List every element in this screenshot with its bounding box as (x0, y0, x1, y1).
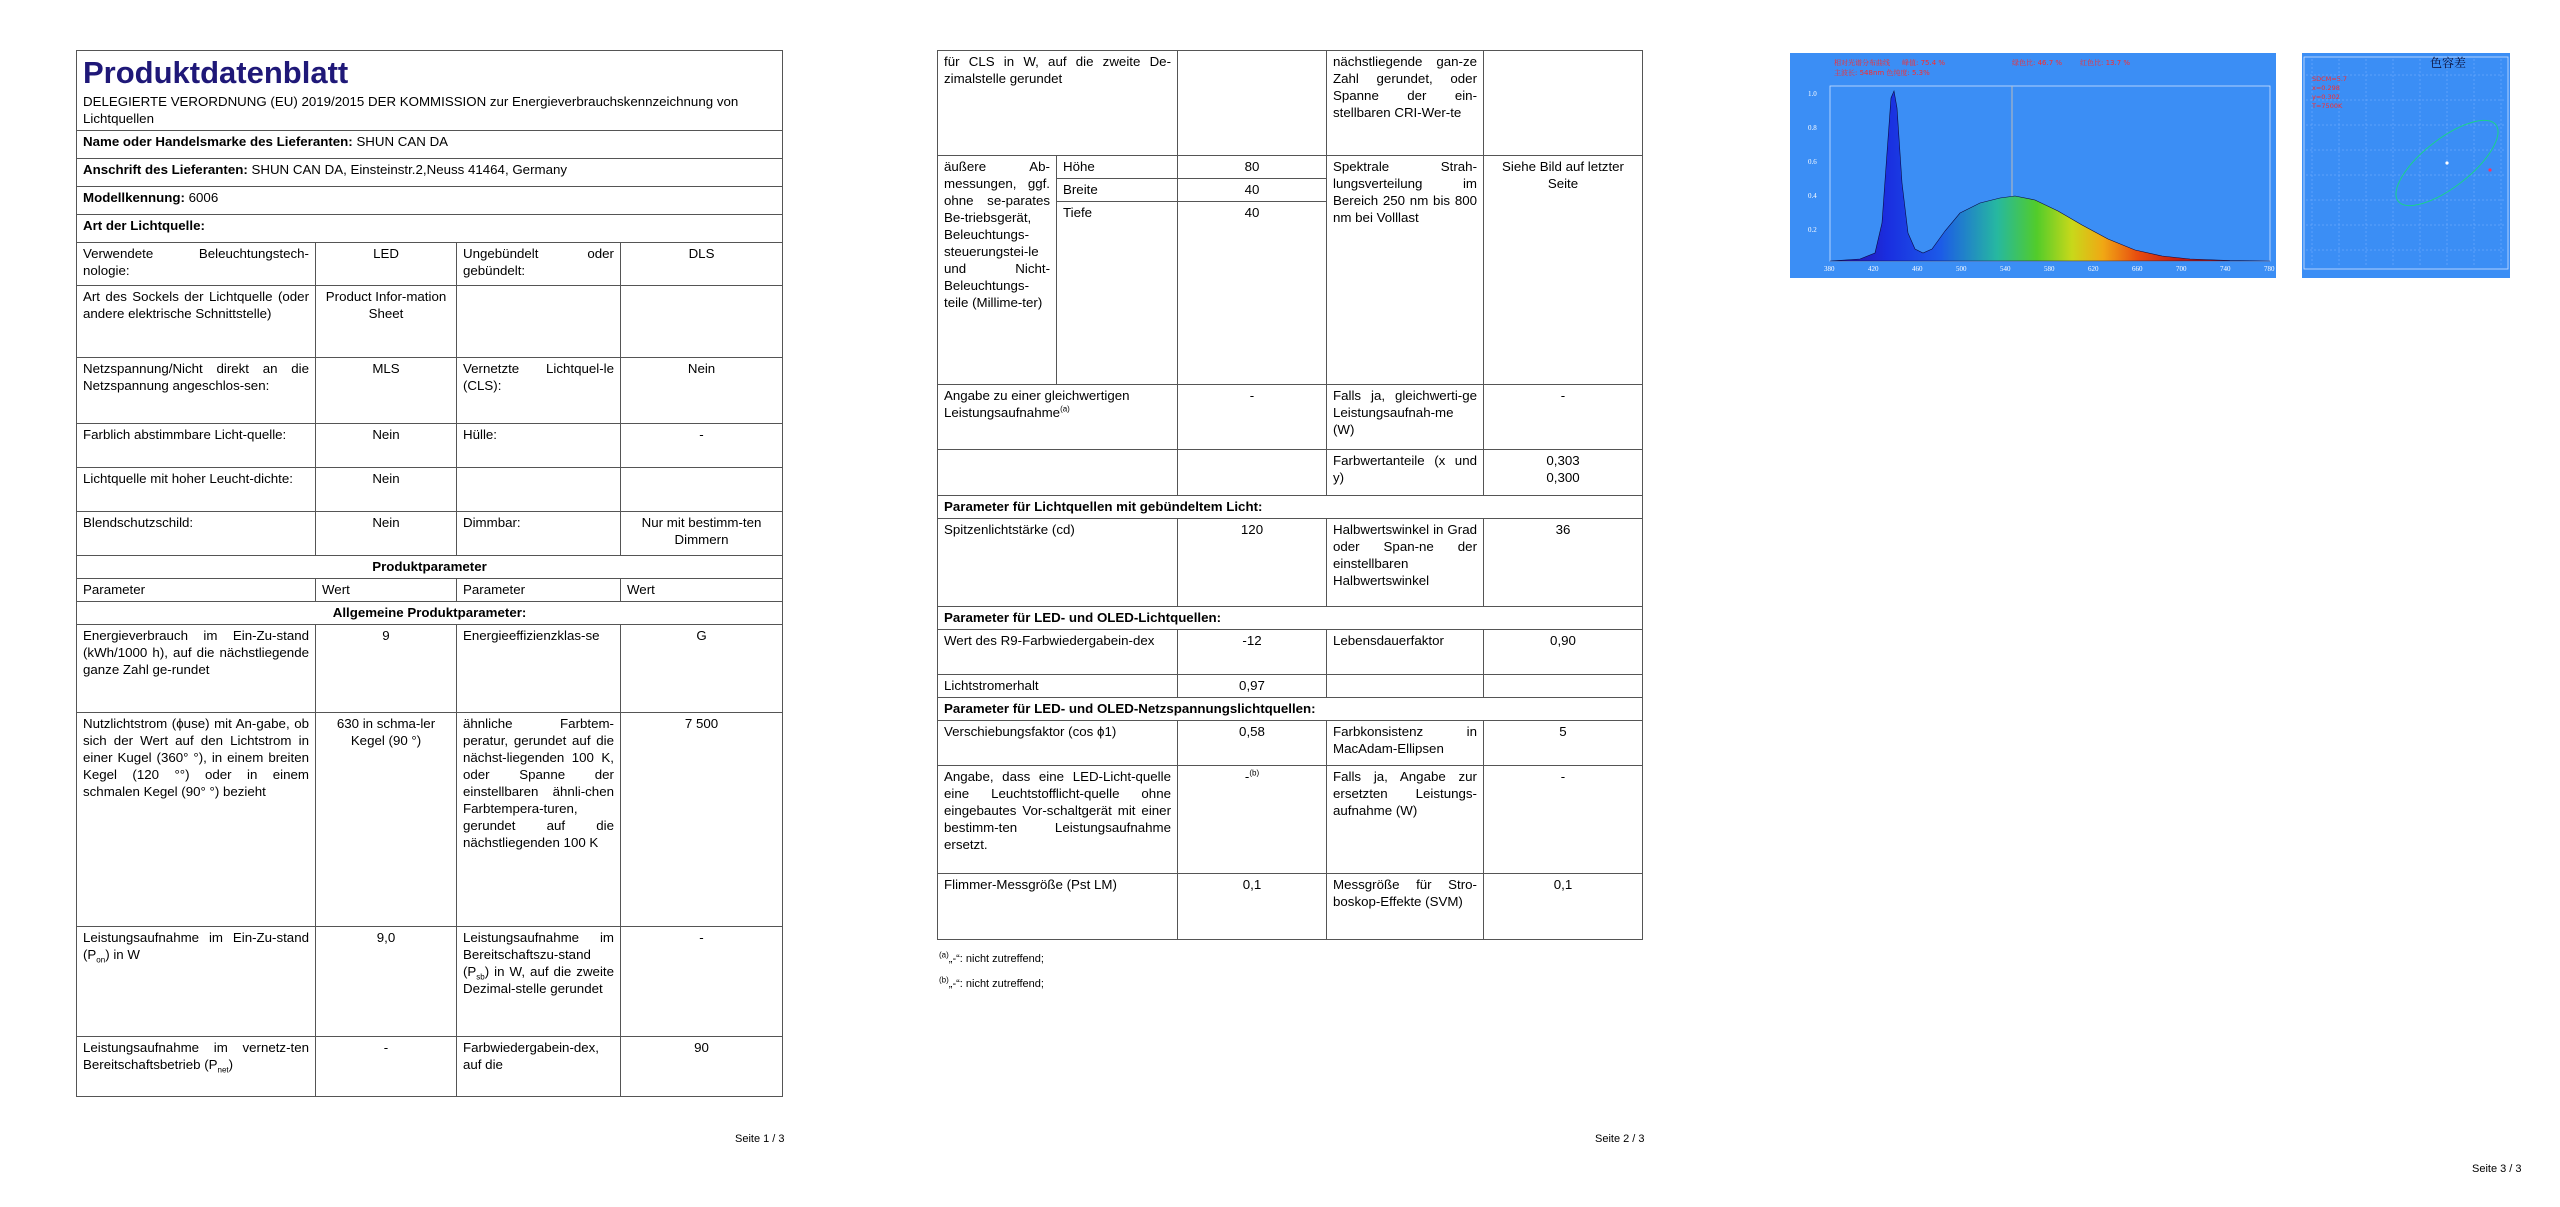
displacement-factor-value: 0,58 (1178, 721, 1327, 766)
mains-led-params-heading: Parameter für LED- und OLED-Netzspannungslichtquellen: (938, 698, 1643, 721)
general-params-heading: Allgemeine Produktparameter: (77, 602, 783, 625)
tolerance-line-2: x=0.298 (2312, 84, 2340, 92)
high-luminance-label: Lichtquelle mit hoher Leucht-dichte: (77, 468, 316, 512)
energy-class-label: Energieeffizienzklas-se (457, 625, 621, 713)
depth-value: 40 (1178, 202, 1327, 385)
r9-label: Wert des R9-Farbwiedergabein-dex (938, 630, 1178, 675)
page-1 (0, 0, 830, 1207)
equivalent-power-value: - (1178, 385, 1327, 450)
empty-cell (1327, 675, 1484, 698)
technology-label: Verwendete Beleuchtungstech-nologie: (77, 243, 316, 286)
cap-type-label: Art des Sockels der Lichtquelle (oder andere elektrische Schnittstelle) (77, 286, 316, 358)
networked-standby-label: Leistungsaufnahme im vernetz-ten Bereitschaftsbetrieb $(P_{net})$ (77, 1037, 316, 1097)
spectrum-y-tick: 0.8 (1808, 124, 1817, 132)
page-number: Seite 2 / 3 (1595, 1133, 1645, 1145)
equivalent-power2-label: Falls ja, gleichwerti-ge Leistungsaufnah-me (W) (1327, 385, 1484, 450)
footnote-b: $^{(b)}$„-“: nicht zutreffend; (939, 975, 1044, 990)
col-header-param: Parameter (77, 579, 316, 602)
lumen-maintenance-value: 0,97 (1178, 675, 1327, 698)
colour-consistency-value: 5 (1484, 721, 1643, 766)
stroboscopic-value: 0,1 (1484, 874, 1643, 940)
mains-value: MLS (316, 358, 457, 424)
page-2 (860, 0, 1690, 1207)
useful-flux-label: Nutzlichtstrom (ϕuse) mit An-gabe, ob sich der Wert auf den Lichtstrom in einer Kugel (360° °), in einem breiten Kegel (120 °°) oder in einem schmalen Kegel (90° °) bezieht (77, 713, 316, 927)
empty-cell (621, 468, 783, 512)
tunable-label: Farblich abstimmbare Licht-quelle: (77, 424, 316, 468)
on-mode-power-value: 9,0 (316, 927, 457, 1037)
focus-label: Ungebündelt oder gebündelt: (457, 243, 621, 286)
model-identifier: 6006 (188, 190, 219, 205)
footnote-a: $^{(a)}$„-“: nicht zutreffend; (939, 950, 1044, 965)
light-source-type-heading: Art der Lichtquelle: (77, 215, 783, 243)
spectrum-x-tick: 660 (2132, 265, 2143, 273)
cri-value: 90 (621, 1037, 783, 1097)
lumen-maintenance-label: Lichtstromerhalt (938, 675, 1178, 698)
supplier-address: SHUN CAN DA, Einsteinstr.2,Neuss 41464, Germany (251, 162, 568, 177)
cct-value: 7 500 (621, 713, 783, 927)
depth-label: Tiefe (1057, 202, 1178, 385)
spectrum-x-tick: 500 (1956, 265, 1967, 273)
measured-point (2445, 161, 2448, 164)
spectrum-header-4: 红色比: 13.7 % (2080, 59, 2131, 67)
empty-cell (938, 450, 1178, 496)
spectrum-image (1790, 53, 2276, 278)
spectrum-y-tick: 1.0 (1808, 90, 1817, 98)
datasheet-table-page-2 (937, 50, 1643, 940)
chromaticity-value (1484, 450, 1643, 496)
supplier-name-row (77, 131, 783, 159)
beam-angle-label: Halbwertswinkel in Grad oder Span-ne der einstellbaren Halbwertswinkel (1327, 519, 1484, 607)
tolerance-line-1: SDCM=5.7 (2312, 75, 2348, 83)
chromaticity-y: 0,300 (1546, 470, 1580, 485)
width-label: Breite (1057, 179, 1178, 202)
focus-value: DLS (621, 243, 783, 286)
chromaticity-label: Farbwertanteile (x und y) (1327, 450, 1484, 496)
spectrum-x-tick: 380 (1824, 265, 1835, 273)
displacement-factor-label: Verschiebungsfaktor (cos ϕ1) (938, 721, 1178, 766)
energy-class-value: G (621, 625, 783, 713)
standby-power-label: Leistungsaufnahme im Bereitschaftszu-stand $(P_{sb})$ in W, auf die zweite Dezimal-stelle gerundet (457, 927, 621, 1037)
cri-label: Farbwiedergabein-dex, auf die (457, 1037, 621, 1097)
supplier-name-label: Name oder Handelsmarke des Lieferanten: (83, 134, 353, 149)
envelope-value: - (621, 424, 783, 468)
page-mask (70, 1118, 790, 1207)
energy-consumption-label: Energieverbrauch im Ein-Zu-stand (kWh/1000 h), auf die nächstliegende ganze Zahl ge-rundet (77, 625, 316, 713)
energy-consumption-value: 9 (316, 625, 457, 713)
equivalent-power-label: Angabe zu einer gleichwertigen Leistungsaufnahme$^{(a)}$ (938, 385, 1178, 450)
spectrum-x-tick: 420 (1868, 265, 1879, 273)
empty-cell (1484, 51, 1643, 156)
fluorescent-replacement-label: Angabe, dass eine LED-Licht-quelle eine Leuchtstofflicht-quelle ohne eingebautes Vor-schaltgerät mit einer bestimm-ten Leistungsaufnahme ersetzt. (938, 766, 1178, 874)
cri-label-cont: nächstliegende gan-ze Zahl gerundet, oder Spanne der ein-stellbaren CRI-Wer-te (1327, 51, 1484, 156)
spectrum-x-tick: 540 (2000, 265, 2011, 273)
spectrum-header-2: 峰值: 75.4 % (1902, 59, 1946, 67)
reference-point (2488, 168, 2491, 171)
spectrum-y-tick: 0.6 (1808, 158, 1817, 166)
standby-power-value: - (621, 927, 783, 1037)
survival-factor-label: Lebensdauerfaktor (1327, 630, 1484, 675)
height-value: 80 (1178, 156, 1327, 179)
color-tolerance-image (2302, 53, 2510, 278)
page-3 (1720, 0, 2560, 1207)
regulation-text: DELEGIERTE VERORDNUNG (EU) 2019/2015 DER KOMMISSION zur Energieverbrauchskennzeichnung von Lichtquellen (83, 94, 739, 126)
connected-label: Vernetzte Lichtquel-le (CLS): (457, 358, 621, 424)
cap-type-value: Product Infor-mation Sheet (316, 286, 457, 358)
tunable-value: Nein (316, 424, 457, 468)
spectrum-x-tick: 780 (2264, 265, 2275, 273)
cls-standby-label-cont: für CLS in W, auf die zweite De-zimalstelle gerundet (938, 51, 1178, 156)
r9-value: -12 (1178, 630, 1327, 675)
supplier-name: SHUN CAN DA (356, 134, 449, 149)
equivalent-power2-value: - (1484, 385, 1643, 450)
height-label: Höhe (1057, 156, 1178, 179)
networked-standby-value: - (316, 1037, 457, 1097)
peak-intensity-value: 120 (1178, 519, 1327, 607)
dimensions-label: äußere Ab-messungen, ggf. ohne se-parates Be-triebsgerät, Beleuchtungs-steuerungstei-le und Nicht-Beleuchtungs-teile (Millime-ter) (938, 156, 1057, 385)
cct-label: ähnliche Farbtem-peratur, gerundet auf die nächst-liegenden 100 K, oder Spanne der einstellbaren ähnli-chen Farbtempera-turen, gerundet auf die nächstliegenden 100 K (457, 713, 621, 927)
tolerance-title: 色容差 (2430, 56, 2467, 70)
flicker-value: 0,1 (1178, 874, 1327, 940)
high-luminance-value: Nein (316, 468, 457, 512)
model-row (77, 187, 783, 215)
led-params-heading: Parameter für LED- und OLED-Lichtquellen: (938, 607, 1643, 630)
empty-cell (1178, 450, 1327, 496)
width-value: 40 (1178, 179, 1327, 202)
spectrum-header-3: 绿色比: 46.7 % (2012, 59, 2063, 67)
product-params-heading: Produktparameter (77, 556, 783, 579)
flicker-label: Flimmer-Messgröße (Pst LM) (938, 874, 1178, 940)
tolerance-line-3: y=0.302 (2312, 93, 2340, 101)
on-mode-power-label: Leistungsaufnahme im Ein-Zu-stand $(P_{on})$ in W (77, 927, 316, 1037)
spectrum-x-tick: 740 (2220, 265, 2231, 273)
page-number: Seite 1 / 3 (735, 1133, 785, 1145)
datasheet-table-page-1 (76, 50, 783, 1097)
spectrum-header-1: 相对光谱分布曲线 (1834, 59, 1890, 67)
col-header-param: Parameter (457, 579, 621, 602)
col-header-value: Wert (316, 579, 457, 602)
empty-cell (1178, 51, 1327, 156)
model-label: Modellkennung: (83, 190, 185, 205)
spectral-distribution-value: Siehe Bild auf letzter Seite (1484, 156, 1643, 385)
colour-consistency-label: Farbkonsistenz in MacAdam-Ellipsen (1327, 721, 1484, 766)
col-header-value: Wert (621, 579, 783, 602)
document-title: Produktdatenblatt (83, 55, 349, 90)
empty-cell (457, 286, 621, 358)
envelope-label: Hülle: (457, 424, 621, 468)
empty-cell (621, 286, 783, 358)
spectral-distribution-label: Spektrale Strah-lungsverteilung im Bereich 250 nm bis 800 nm bei Volllast (1327, 156, 1484, 385)
page-number: Seite 3 / 3 (2472, 1163, 2522, 1175)
dls-params-heading: Parameter für Lichtquellen mit gebündeltem Licht: (938, 496, 1643, 519)
supplier-address-label: Anschrift des Lieferanten: (83, 162, 248, 177)
dimmable-label: Dimmbar: (457, 512, 621, 556)
technology-value: LED (316, 243, 457, 286)
dimmable-value: Nur mit bestimm-ten Dimmern (621, 512, 783, 556)
spectrum-header-5: 主波长: 548nm 色纯度: 5.3% (1834, 69, 1930, 77)
spectrum-x-tick: 620 (2088, 265, 2099, 273)
spectrum-x-tick: 580 (2044, 265, 2055, 273)
fluorescent-replacement-value: -$^{(b)}$ (1178, 766, 1327, 874)
spectrum-x-tick: 460 (1912, 265, 1923, 273)
replaced-power-value: - (1484, 766, 1643, 874)
empty-cell (457, 468, 621, 512)
beam-angle-value: 36 (1484, 519, 1643, 607)
empty-cell (1484, 675, 1643, 698)
glare-value: Nein (316, 512, 457, 556)
spectrum-x-tick: 700 (2176, 265, 2187, 273)
peak-intensity-label: Spitzenlichtstärke (cd) (938, 519, 1178, 607)
tolerance-line-4: T=7500K (2312, 102, 2343, 110)
supplier-address-row (77, 159, 783, 187)
survival-factor-value: 0,90 (1484, 630, 1643, 675)
chromaticity-x: 0,303 (1546, 453, 1580, 468)
glare-label: Blendschutzschild: (77, 512, 316, 556)
spectrum-y-tick: 0.4 (1808, 192, 1817, 200)
mains-label: Netzspannung/Nicht direkt an die Netzspannung angeschlos-sen: (77, 358, 316, 424)
spectrum-y-tick: 0.2 (1808, 226, 1817, 234)
connected-value: Nein (621, 358, 783, 424)
replaced-power-label: Falls ja, Angabe zur ersetzten Leistungs-aufnahme (W) (1327, 766, 1484, 874)
useful-flux-value: 630 in schma-ler Kegel (90 °) (316, 713, 457, 927)
stroboscopic-label: Messgröße für Stro-boskop-Effekte (SVM) (1327, 874, 1484, 940)
